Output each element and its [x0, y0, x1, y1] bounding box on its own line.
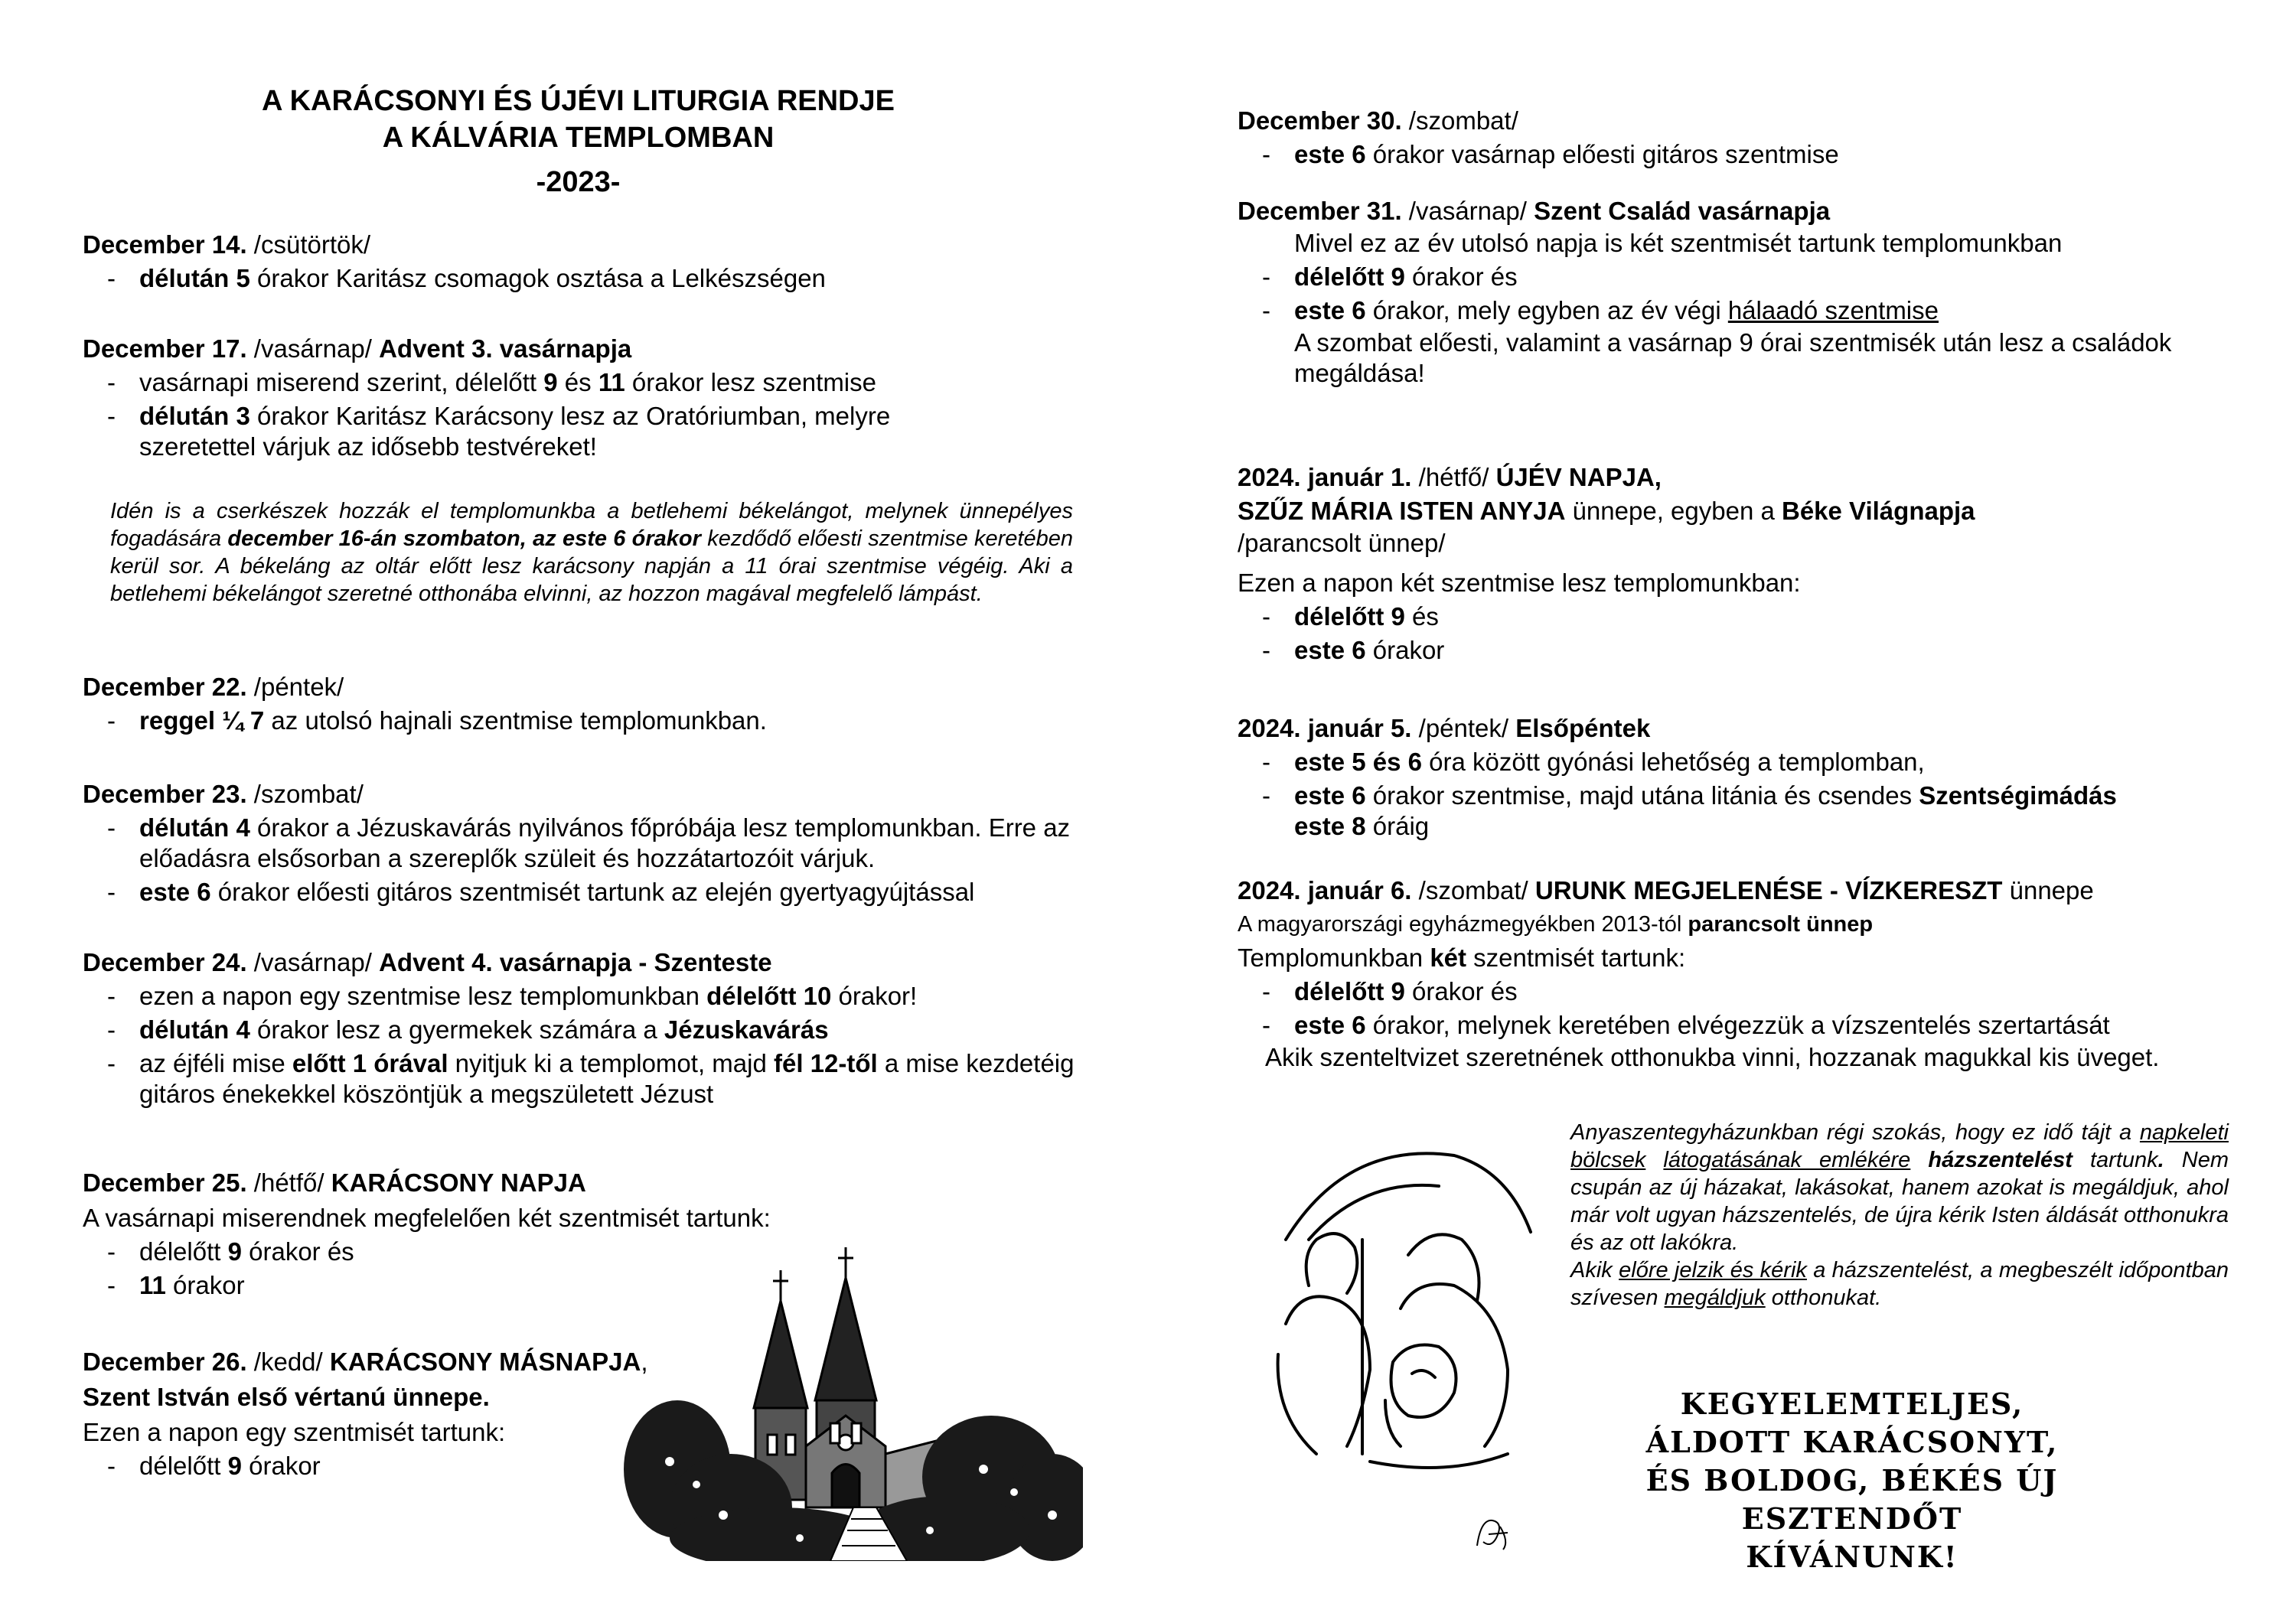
entry-january-6: 2024. január 6. /szombat/ URUNK MEGJELENÉSE - VÍZKERESZT ünnepe A magyarországi egyházmegyékben 2013-tól parancsolt ünnep Templomunkban két szentmisét tartunk: - délelőtt 9 órakor és - este 6 órakor, melynek keretében elvégezzük a vízszentelés szertartását Akik szenteltvizet szeretnének otthonukba vinni, hozzanak magukkal kis üveget.	[1238, 875, 2232, 1073]
page-title	[83, 83, 1074, 200]
entry-december-22: December 22. /péntek/ - reggel ¼ 7 az utolsó hajnali szentmise templomunkban.	[83, 672, 1074, 736]
artist-signature-icon	[1469, 1511, 1515, 1557]
title-year: -2023-	[536, 166, 621, 198]
list-item: - délelőtt 9 órakor és	[1238, 262, 2232, 292]
list-item: - este 6 órakor vasárnap előesti gitáros szentmise	[1238, 139, 2232, 170]
holy-family-drawing-icon	[1255, 1110, 1561, 1492]
entry-december-31: December 31. /vasárnap/ Szent Család vasárnapja Mivel ez az év utolsó napja is két szentmisét tartunk templomunkban - délelőtt 9 órakor és - este 6 órakor, mely egyben az év végi hálaadó szentmise A szombat előesti, valamint a vasárnap 9 órai szentmisék után lesz a családok megáldása!	[1238, 196, 2232, 389]
entry-december-14: December 14. /csütörtök/ - délután 5 órakor Karitász csomagok osztása a Lelkészségen	[83, 230, 1074, 294]
list-item: - este 6 órakor	[1238, 635, 2232, 666]
entry-december-25: December 25. /hétfő/ KARÁCSONY NAPJA A vasárnapi miserendnek megfelelően két szentmisét tartunk: - délelőtt 9 órakor és - 11 órakor	[83, 1168, 1074, 1301]
list-item: - délelőtt 9 és	[1238, 601, 2232, 632]
list-item: - délután 4 órakor lesz a gyermekek számára a Jézuskavárás	[83, 1015, 1074, 1045]
christmas-greeting: KEGYELEMTELJES, ÁLDOTT KARÁCSONYT, ÉS BOLDOG, BÉKÉS ÚJ ESZTENDŐT KÍVÁNUNK!	[1645, 1387, 2059, 1574]
entry-december-24: December 24. /vasárnap/ Advent 4. vasárnapja - Szenteste - ezen a napon egy szentmise lesz templomunkban délelőtt 10 órakor! - délután 4 órakor lesz a gyermekek számára a Jézuskavárás - az éjféli mise előtt 1 órával nyitjuk ki a templomot, majd fél 12-től a mise kezdetéig gitáros énekekkel köszöntjük a megszületett Jézust	[83, 947, 1074, 1110]
church-drawing-icon	[624, 1217, 1083, 1561]
list-item: - délelőtt 9 órakor	[83, 1451, 1074, 1481]
list-item: - ezen a napon egy szentmise lesz templomunkban délelőtt 10 órakor!	[83, 981, 1074, 1012]
list-item: - este 6 órakor, melynek keretében elvégezzük a vízszentelés szertartását	[1238, 1010, 2232, 1041]
list-item: - 11 órakor	[83, 1270, 1074, 1301]
list-item: - vasárnapi miserend szerint, délelőtt 9 és 11 órakor lesz szentmise	[83, 367, 1074, 398]
entry-december-17: December 17. /vasárnap/ Advent 3. vasárnapja - vasárnapi miserend szerint, délelőtt 9 és 11 órakor lesz szentmise - délután 3 órakor Karitász Karácsony lesz az Oratóriumban, melyre szeretettel várjuk az idősebb testvéreket!	[83, 334, 1074, 462]
list-item: - délután 3 órakor Karitász Karácsony lesz az Oratóriumban, melyre szeretettel várjuk az idősebb testvéreket!	[83, 401, 958, 462]
entry-december-30: December 30. /szombat/ - este 6 órakor vasárnap előesti gitáros szentmise	[1238, 106, 2232, 170]
list-item: - reggel ¼ 7 az utolsó hajnali szentmise templomunkban.	[83, 706, 1074, 736]
list-item: - délután 5 órakor Karitász csomagok osztása a Lelkészségen	[83, 263, 1074, 294]
list-item: - este 6 órakor, mely egyben az év végi hálaadó szentmise	[1238, 295, 2232, 326]
house-blessing-note: Anyaszentegyházunkban régi szokás, hogy ez idő tájt a napkeleti bölcsek látogatásának emlékére házszentelést tartunk. Nem csupán az új házakat, lakásokat, hanem azokat is megáldjuk, ahol már volt ugyan házszentelés, de újra kérik Isten áldását otthonukra és az ott lakókra. Akik előre jelzik és kérik a házszentelést, a megbeszélt időpontban szívesen megáldjuk otthonukat.	[1570, 1120, 2229, 1310]
list-item: - este 5 és 6 óra között gyónási lehetőség a templomban,	[1238, 747, 2232, 777]
title-line-1: A KARÁCSONYI ÉS ÚJÉVI LITURGIA RENDJE	[262, 85, 895, 117]
peace-light-note: Idén is a cserkészek hozzák el templomunkba a betlehemi békelángot, melynek ünnepélyes fogadására december 16-án szombaton, az este 6 órakor kezdődő előesti szentmise keretében kerül sor. A békeláng az oltár előtt lesz karácsony napján a 11 órai szentmise végéig. Aki a betlehemi békelángot szeretné otthonába elvinni, az hozzon magával megfelelő lámpást.	[110, 499, 1073, 606]
entry-january-1: 2024. január 1. /hétfő/ ÚJÉV NAPJA, SZŰZ MÁRIA ISTEN ANYJA ünnepe, egyben a Béke Világnapja /parancsolt ünnep/ Ezen a napon két szentmise lesz templomunkban: - délelőtt 9 és - este 6 órakor	[1238, 462, 2232, 666]
list-item: - este 6 órakor szentmise, majd utána litánia és csendes Szentségimádás este 8 óráig	[1238, 781, 2232, 842]
list-item: - az éjféli mise előtt 1 órával nyitjuk ki a templomot, majd fél 12-től a mise kezdetéig gitáros énekekkel köszöntjük a megszületett Jézust	[83, 1048, 1111, 1110]
title-line-2: A KÁLVÁRIA TEMPLOMBAN	[382, 122, 775, 154]
entry-january-5: 2024. január 5. /péntek/ Elsőpéntek - este 5 és 6 óra között gyónási lehetőség a templomban, - este 6 órakor szentmise, majd utána litánia és csendes Szentségimádás este 8 óráig	[1238, 713, 2232, 842]
list-item: - este 6 órakor előesti gitáros szentmisét tartunk az elején gyertyagyújtással	[83, 877, 1074, 908]
list-item: - délelőtt 9 órakor és	[83, 1237, 1074, 1267]
entry-december-26: December 26. /kedd/ KARÁCSONY MÁSNAPJA, Szent István első vértanú ünnepe. Ezen a napon egy szentmisét tartunk: - délelőtt 9 órakor	[83, 1347, 1074, 1481]
list-item: - délelőtt 9 órakor és	[1238, 976, 2232, 1007]
list-item: - délután 4 órakor a Jézuskavárás nyilvános főpróbája lesz templomunkban. Erre az előadásra elsősorban a szereplők szüleit és hozzátartozóit várjuk.	[83, 813, 1134, 874]
entry-december-23: December 23. /szombat/ - délután 4 órakor a Jézuskavárás nyilvános főpróbája lesz templomunkban. Erre az előadásra elsősorban a szereplők szüleit és hozzátartozóit várjuk. - este 6 órakor előesti gitáros szentmisét tartunk az elején gyertyagyújtással	[83, 779, 1074, 908]
